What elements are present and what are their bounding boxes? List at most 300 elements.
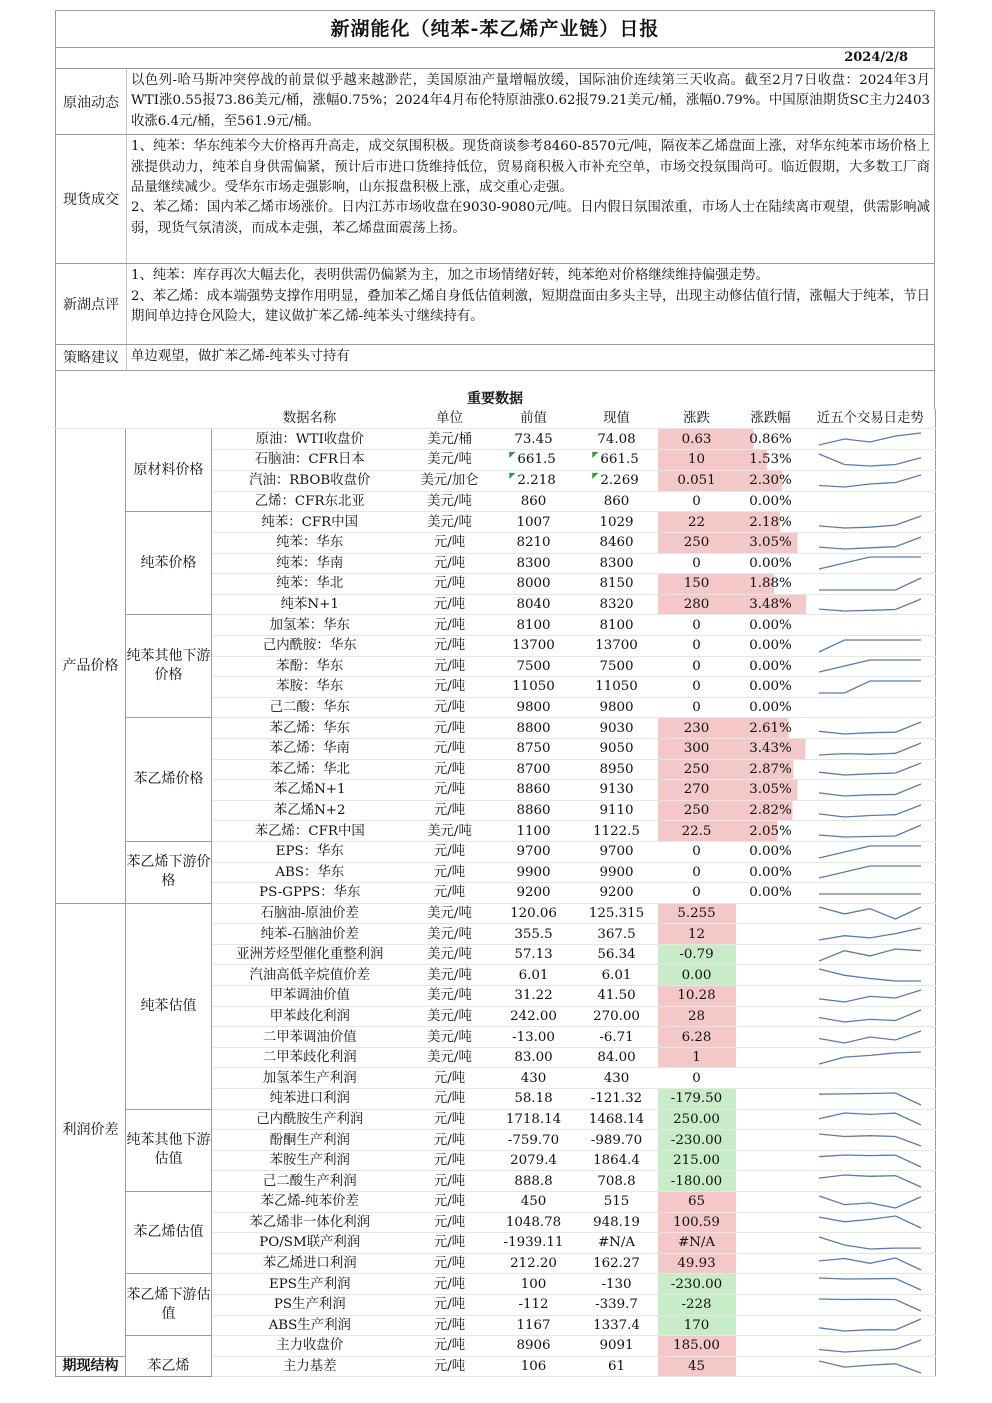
row-prev: 106 (492, 1356, 576, 1377)
row-name: 纯苯：华东 (212, 533, 408, 554)
sparkline (815, 452, 925, 468)
row-pct: 2.30% (736, 470, 806, 491)
row-pct (736, 1130, 806, 1151)
section-text (127, 345, 934, 369)
row-cur: -6.71 (576, 1027, 658, 1048)
sparkline-line (819, 907, 921, 919)
row-change: 10.28 (658, 986, 736, 1007)
row-unit: 美元/桶 (408, 429, 492, 450)
sparkline-line (819, 475, 921, 487)
row-prev: 8210 (492, 533, 576, 554)
sparkline-line (819, 949, 921, 961)
row-name: 苯乙烯-纯苯价差 (212, 1192, 408, 1213)
sparkline (815, 576, 925, 592)
header-unit: 单位 (408, 409, 492, 429)
row-pct (736, 903, 806, 924)
row-trend (806, 512, 936, 533)
row-name: 己内酰胺生产利润 (212, 1109, 408, 1130)
table-row (56, 1274, 936, 1295)
row-pct (736, 1171, 806, 1192)
row-prev: -1939.11 (492, 1233, 576, 1254)
row-pct: 0.00% (736, 656, 806, 677)
row-pct (736, 1068, 806, 1089)
row-pct (736, 1294, 806, 1315)
sparkline-line (819, 1299, 921, 1311)
sparkline (815, 1276, 925, 1292)
row-cur: 8100 (576, 615, 658, 636)
row-unit: 元/吨 (408, 1253, 492, 1274)
report-title: 新湖能化（纯苯-苯乙烯产业链）日报 (55, 10, 935, 48)
row-pct: 0.00% (736, 677, 806, 698)
row-trend (806, 821, 936, 842)
row-unit: 元/吨 (408, 841, 492, 862)
row-cur: 1122.5 (576, 821, 658, 842)
row-pct: 0.00% (736, 862, 806, 883)
row-change: 12 (658, 924, 736, 945)
row-cur: 9030 (576, 718, 658, 739)
row-cur: 948.19 (576, 1212, 658, 1233)
row-prev: 6.01 (492, 965, 576, 986)
header-chg: 涨跌 (658, 409, 736, 429)
sparkline (815, 803, 925, 819)
row-prev: 120.06 (492, 903, 576, 924)
row-unit: 元/吨 (408, 1315, 492, 1336)
row-prev: 8800 (492, 718, 576, 739)
row-change: 270 (658, 780, 736, 801)
subgroup-label: 纯苯其他下游价格 (126, 615, 212, 718)
row-trend (806, 738, 936, 759)
sparkline (815, 1214, 925, 1230)
row-pct: 3.05% (736, 780, 806, 801)
row-cur: 430 (576, 1068, 658, 1089)
sparkline-line (819, 1361, 921, 1373)
sparkline-line (819, 660, 921, 672)
sparkline-line (819, 1155, 921, 1167)
row-cur: 9050 (576, 738, 658, 759)
row-trend (806, 903, 936, 924)
row-prev: 8040 (492, 594, 576, 615)
section-label: 新湖点评 (56, 264, 127, 344)
row-pct (736, 1253, 806, 1274)
sparkline-line (819, 516, 921, 528)
section-0 (55, 68, 935, 135)
row-name: 纯苯：CFR中国 (212, 512, 408, 533)
row-unit: 美元/吨 (408, 924, 492, 945)
row-trend (806, 1336, 936, 1357)
row-prev: 212.20 (492, 1253, 576, 1274)
header-cur: 现值 (576, 409, 658, 429)
row-unit: 元/吨 (408, 697, 492, 718)
row-trend (806, 697, 936, 718)
sparkline (815, 1297, 925, 1313)
row-change: 0 (658, 635, 736, 656)
row-prev: -13.00 (492, 1027, 576, 1048)
row-change: 250 (658, 759, 736, 780)
header-pct: 涨跌幅 (736, 409, 806, 429)
row-name: 己内酰胺：华东 (212, 635, 408, 656)
row-pct: 2.82% (736, 800, 806, 821)
change-marker: ◤ (592, 470, 599, 480)
row-prev: 8300 (492, 553, 576, 574)
sparkline-line (819, 743, 921, 755)
row-name: 纯苯：华南 (212, 553, 408, 574)
table-row (56, 429, 936, 450)
row-trend (806, 1315, 936, 1336)
section-paragraph: 1、纯苯：库存再次大幅去化，表明供需仍偏紧为主，加之市场情绪好转，纯苯绝对价格继续维持偏强走势。 (131, 268, 769, 284)
row-name: 甲苯歧化利润 (212, 1006, 408, 1027)
row-trend (806, 491, 936, 512)
row-pct (736, 1027, 806, 1048)
sparkline-line (819, 1278, 921, 1290)
sparkline (815, 1338, 925, 1354)
row-change: 150 (658, 574, 736, 595)
row-unit: 元/吨 (408, 780, 492, 801)
sparkline (815, 1111, 925, 1127)
row-pct (736, 1047, 806, 1068)
row-cur: 515 (576, 1192, 658, 1213)
row-unit: 元/吨 (408, 656, 492, 677)
row-name: 甲苯调油价值 (212, 986, 408, 1007)
row-pct: 0.00% (736, 491, 806, 512)
subgroup-label: 苯乙烯下游价格 (126, 841, 212, 903)
row-unit: 元/吨 (408, 533, 492, 554)
table-row (56, 1109, 936, 1130)
row-cur: 9800 (576, 697, 658, 718)
row-trend (806, 986, 936, 1007)
row-trend (806, 615, 936, 636)
row-change: 185.00 (658, 1336, 736, 1357)
row-prev: 11050 (492, 677, 576, 698)
row-trend (806, 1171, 936, 1192)
row-trend (806, 924, 936, 945)
sparkline (815, 700, 925, 716)
row-cur: 9110 (576, 800, 658, 821)
sparkline (815, 782, 925, 798)
row-prev: -759.70 (492, 1130, 576, 1151)
row-change: 65 (658, 1192, 736, 1213)
row-trend (806, 1130, 936, 1151)
row-trend (806, 1356, 936, 1377)
row-unit: 美元/吨 (408, 1027, 492, 1048)
row-pct (736, 944, 806, 965)
row-cur: 7500 (576, 656, 658, 677)
sparkline (815, 555, 925, 571)
header-blank (56, 409, 126, 429)
sparkline-line (819, 763, 921, 775)
row-cur: 8950 (576, 759, 658, 780)
row-change: -228 (658, 1294, 736, 1315)
sparkline-line (819, 928, 921, 940)
row-unit: 美元/吨 (408, 1047, 492, 1068)
row-name: 苯乙烯：CFR中国 (212, 821, 408, 842)
row-change: -179.50 (658, 1089, 736, 1110)
sparkline (815, 1153, 925, 1169)
row-trend (806, 1253, 936, 1274)
table-row (56, 718, 936, 739)
row-name: PS-GPPS：华东 (212, 883, 408, 904)
subgroup-label: 苯乙烯价格 (126, 718, 212, 842)
row-pct (736, 1315, 806, 1336)
row-prev: 2079.4 (492, 1150, 576, 1171)
row-unit: 元/吨 (408, 883, 492, 904)
row-trend (806, 574, 936, 595)
row-cur: -121.32 (576, 1089, 658, 1110)
sparkline-line (819, 990, 921, 1002)
section-1 (55, 135, 935, 264)
row-trend (806, 594, 936, 615)
subgroup-label: 苯乙烯估值 (126, 1192, 212, 1274)
row-prev: 1167 (492, 1315, 576, 1336)
row-unit: 元/吨 (408, 1212, 492, 1233)
row-prev: 860 (492, 491, 576, 512)
row-cur: 9700 (576, 841, 658, 862)
sparkline-line (819, 578, 921, 590)
row-pct: 2.18% (736, 512, 806, 533)
table-row (56, 1192, 936, 1213)
row-change: 22 (658, 512, 736, 533)
row-cur: 13700 (576, 635, 658, 656)
sparkline (815, 1029, 925, 1045)
sparkline (815, 514, 925, 530)
sparkline (815, 431, 925, 447)
row-trend (806, 1274, 936, 1295)
row-change: 5.255 (658, 903, 736, 924)
sparkline-line (819, 722, 921, 734)
row-pct (736, 1212, 806, 1233)
row-name: ABS：华东 (212, 862, 408, 883)
row-trend (806, 718, 936, 739)
section-text (127, 69, 934, 134)
row-unit: 元/吨 (408, 1171, 492, 1192)
row-pct (736, 1233, 806, 1254)
row-change: 6.28 (658, 1027, 736, 1048)
header-prev: 前值 (492, 409, 576, 429)
row-change: 0 (658, 1068, 736, 1089)
row-name: 苯乙烯非一体化利润 (212, 1212, 408, 1233)
row-cur: 860 (576, 491, 658, 512)
row-cur: 61 (576, 1356, 658, 1377)
row-cur: 11050 (576, 677, 658, 698)
row-pct (736, 1109, 806, 1130)
row-unit: 美元/加仑 (408, 470, 492, 491)
sparkline-line (819, 1340, 921, 1352)
section-3 (55, 345, 935, 370)
report-date: 2024/2/8 (55, 48, 935, 68)
row-change: 0 (658, 697, 736, 718)
row-prev: 8860 (492, 780, 576, 801)
sparkline (815, 967, 925, 983)
row-prev: 242.00 (492, 1006, 576, 1027)
row-name: 乙烯：CFR东北亚 (212, 491, 408, 512)
row-prev: 9800 (492, 697, 576, 718)
sparkline (815, 926, 925, 942)
sparkline-line (819, 1010, 921, 1022)
sparkline-line (819, 1216, 921, 1228)
row-prev: 31.22 (492, 986, 576, 1007)
row-unit: 元/吨 (408, 1192, 492, 1213)
row-name: 纯苯-石脑油价差 (212, 924, 408, 945)
section-paragraph: 2、苯乙烯：成本端强势支撑作用明显，叠加苯乙烯自身低估值刺激，短期盘面由多头主导，出现主动修估值行情，涨幅大于纯苯，节日期间单边持仓风险大，建议做扩苯乙烯-纯苯头寸继续持有。 (131, 288, 930, 325)
row-cur: 708.8 (576, 1171, 658, 1192)
section-text (127, 135, 934, 263)
sparkline (815, 988, 925, 1004)
row-pct: 0.00% (736, 615, 806, 636)
row-pct: 0.00% (736, 697, 806, 718)
row-name: 苯乙烯：华东 (212, 718, 408, 739)
row-unit: 元/吨 (408, 862, 492, 883)
row-trend (806, 1027, 936, 1048)
row-trend (806, 656, 936, 677)
spacer (55, 371, 935, 389)
row-name: 原油：WTI收盘价 (212, 429, 408, 450)
header-trend: 近五个交易日走势 (806, 409, 936, 429)
sparkline (815, 617, 925, 633)
sparkline (815, 597, 925, 613)
row-name: 纯苯进口利润 (212, 1089, 408, 1110)
row-change: 250.00 (658, 1109, 736, 1130)
sparkline-line (819, 1093, 921, 1105)
sparkline (815, 473, 925, 489)
table-row (56, 841, 936, 862)
row-change: 0 (658, 615, 736, 636)
sparkline-line (819, 1237, 921, 1249)
row-prev: 8860 (492, 800, 576, 821)
row-pct: 2.05% (736, 821, 806, 842)
group-label: 期现结构 (56, 1356, 126, 1377)
row-change: 22.5 (658, 821, 736, 842)
row-pct (736, 1006, 806, 1027)
row-prev: 13700 (492, 635, 576, 656)
row-name: 加氢苯：华东 (212, 615, 408, 636)
sparkline-line (819, 537, 921, 549)
report-sheet (55, 10, 935, 1377)
row-name: 苯乙烯：华北 (212, 759, 408, 780)
row-name: 酚酮生产利润 (212, 1130, 408, 1151)
row-cur: 8320 (576, 594, 658, 615)
row-change: 230 (658, 718, 736, 739)
row-unit: 元/吨 (408, 1109, 492, 1130)
row-prev: 8100 (492, 615, 576, 636)
row-pct: 0.00% (736, 883, 806, 904)
row-unit: 美元/吨 (408, 986, 492, 1007)
row-cur: 1468.14 (576, 1109, 658, 1130)
sparkline-line (819, 784, 921, 796)
row-trend (806, 1068, 936, 1089)
row-change: 10 (658, 449, 736, 470)
row-unit: 美元/吨 (408, 512, 492, 533)
sparkline (815, 1132, 925, 1148)
row-trend (806, 429, 936, 450)
sparkline (815, 720, 925, 736)
section-label: 策略建议 (56, 345, 127, 369)
row-pct (736, 1150, 806, 1171)
sparkline-line (819, 1113, 921, 1125)
row-prev: 9900 (492, 862, 576, 883)
row-unit: 美元/吨 (408, 944, 492, 965)
table-header-row (56, 409, 936, 429)
row-cur: ◤ 2.269 (576, 470, 658, 491)
row-cur: -989.70 (576, 1130, 658, 1151)
sparkline (815, 1359, 925, 1375)
important-data-title: 重要数据 (55, 389, 935, 409)
table-row (56, 512, 936, 533)
subgroup-label: 纯苯其他下游估值 (126, 1109, 212, 1191)
row-name: 己二酸生产利润 (212, 1171, 408, 1192)
row-name: PS生产利润 (212, 1294, 408, 1315)
row-cur: 9091 (576, 1336, 658, 1357)
sparkline-line (819, 969, 921, 981)
row-name: 石脑油-原油价差 (212, 903, 408, 924)
row-cur: 162.27 (576, 1253, 658, 1274)
table-row (56, 1336, 936, 1357)
row-change: 215.00 (658, 1150, 736, 1171)
row-pct (736, 965, 806, 986)
row-trend (806, 862, 936, 883)
row-name: 亚洲芳烃型催化重整利润 (212, 944, 408, 965)
row-prev: 73.45 (492, 429, 576, 450)
row-trend (806, 1047, 936, 1068)
row-unit: 元/吨 (408, 1089, 492, 1110)
sparkline (815, 1235, 925, 1251)
row-cur: 367.5 (576, 924, 658, 945)
row-change: 250 (658, 800, 736, 821)
sparkline-line (819, 1196, 921, 1208)
row-change: 0 (658, 862, 736, 883)
section-2 (55, 264, 935, 345)
sparkline-line (819, 1031, 921, 1043)
row-prev: -112 (492, 1294, 576, 1315)
subgroup-label: 纯苯估值 (126, 903, 212, 1109)
row-pct: 1.88% (736, 574, 806, 595)
row-prev: ◤ 661.5 (492, 449, 576, 470)
row-name: 苯胺生产利润 (212, 1150, 408, 1171)
row-prev: 355.5 (492, 924, 576, 945)
sparkline (815, 535, 925, 551)
row-change: -0.79 (658, 944, 736, 965)
row-name: 苯胺：华东 (212, 677, 408, 698)
row-change: 0 (658, 656, 736, 677)
row-pct: 0.00% (736, 841, 806, 862)
row-unit: 美元/吨 (408, 903, 492, 924)
row-cur: -339.7 (576, 1294, 658, 1315)
row-prev: 1718.14 (492, 1109, 576, 1130)
sparkline (815, 1091, 925, 1107)
row-trend (806, 1212, 936, 1233)
row-change: 0 (658, 491, 736, 512)
row-unit: 美元/吨 (408, 491, 492, 512)
sparkline (815, 1317, 925, 1333)
row-cur: -130 (576, 1274, 658, 1295)
sparkline (815, 1173, 925, 1189)
sparkline (815, 1194, 925, 1210)
row-trend (806, 1233, 936, 1254)
row-change: #N/A (658, 1233, 736, 1254)
row-change: 28 (658, 1006, 736, 1027)
row-prev: 8750 (492, 738, 576, 759)
row-unit: 元/吨 (408, 1150, 492, 1171)
sparkline-line (819, 1319, 921, 1331)
row-pct (736, 1336, 806, 1357)
row-unit: 元/吨 (408, 738, 492, 759)
row-name: 汽油：RBOB收盘价 (212, 470, 408, 491)
sparkline (815, 741, 925, 757)
sparkline-line (819, 1134, 921, 1146)
sparkline-line (819, 846, 921, 858)
sparkline-line (819, 805, 921, 817)
row-prev: 9200 (492, 883, 576, 904)
row-prev: 450 (492, 1192, 576, 1213)
row-name: 苯乙烯N+2 (212, 800, 408, 821)
